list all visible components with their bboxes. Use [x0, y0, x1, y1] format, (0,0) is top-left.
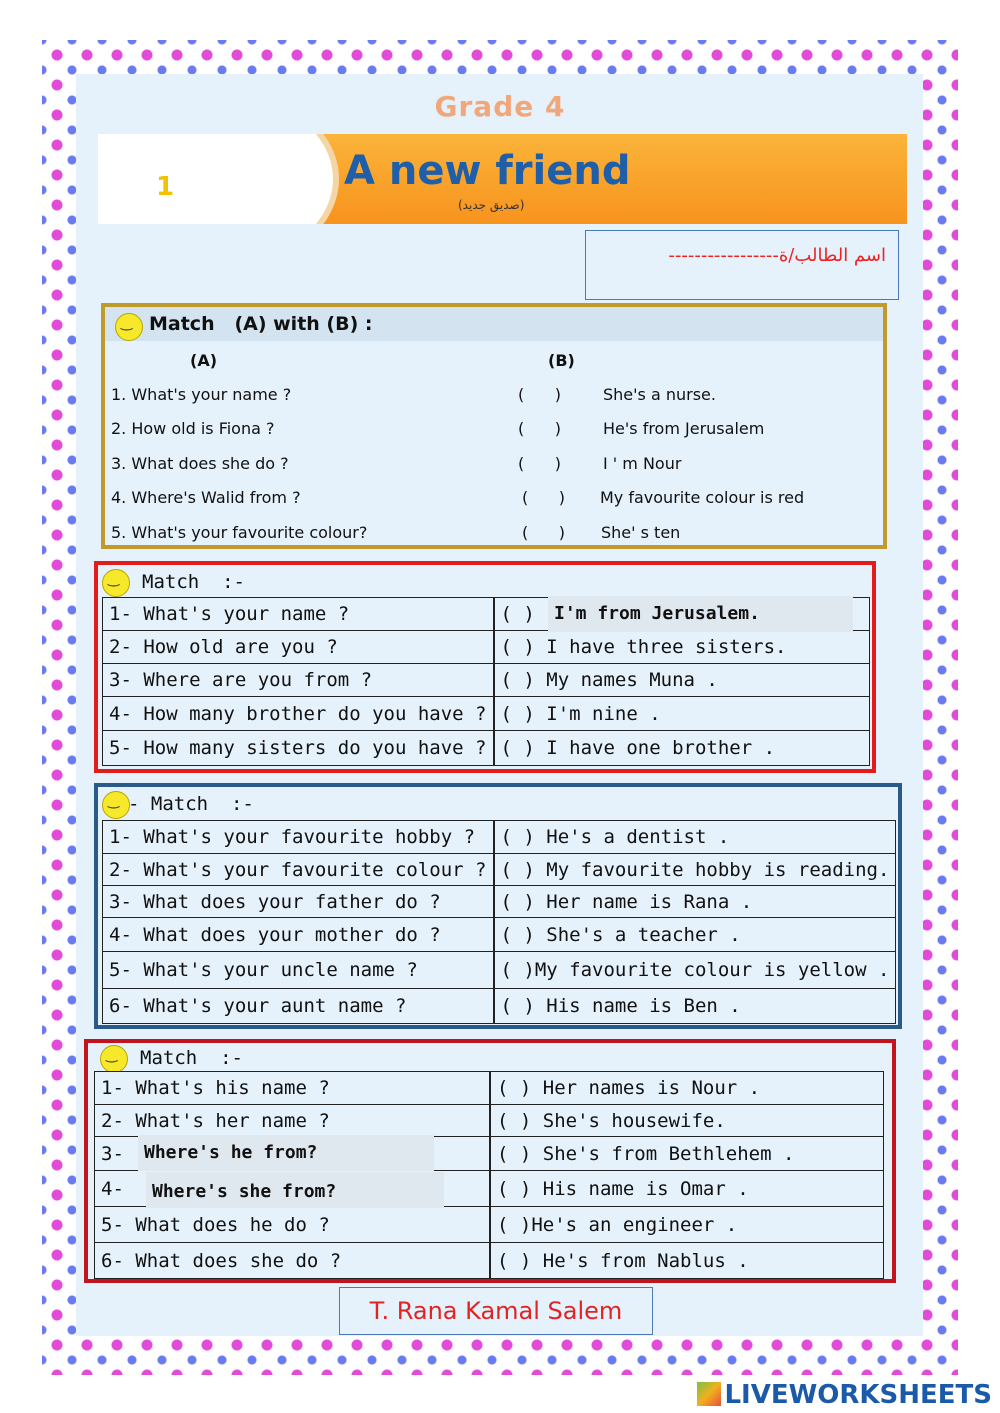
answer-3: I ' m Nour: [603, 454, 682, 473]
section-2-title: Match :-: [142, 571, 245, 593]
answer-cell[interactable]: ( ) I have one brother .: [494, 731, 870, 766]
section-1: [101, 303, 887, 549]
question-cell: 2- What's her name ?: [95, 1105, 491, 1137]
answer-cell[interactable]: ( ) I'm nine .: [494, 697, 870, 731]
question-1: 1. What's your name ?: [111, 385, 292, 404]
column-a-header: (A): [190, 351, 218, 370]
answer-blank[interactable]: ( ): [518, 419, 561, 438]
question-cell: 2- How old are you ?: [103, 631, 494, 664]
question-cell: 5- What does he do ?: [95, 1207, 491, 1243]
question-overlay-4[interactable]: Where's she from?: [146, 1172, 444, 1208]
table-row: [103, 631, 870, 664]
table-row: [103, 664, 870, 697]
answer-blank[interactable]: ( ): [518, 454, 561, 473]
table-row: [103, 952, 896, 989]
question-cell: 5- How many sisters do you have ?: [103, 731, 494, 766]
teacher-signature: T. Rana Kamal Salem: [339, 1287, 653, 1335]
table-row: [103, 697, 870, 731]
answer-cell[interactable]: ( ): [494, 598, 870, 631]
question-cell: 3- What does your father do ?: [103, 886, 494, 918]
answer-5: She' s ten: [601, 523, 681, 542]
answer-cell[interactable]: ( ) She's a teacher .: [494, 918, 896, 952]
unit-title: A new friend: [344, 148, 631, 194]
answer-cell[interactable]: ( ) I have three sisters.: [494, 631, 870, 664]
answer-cell[interactable]: ( ) She's from Bethlehem .: [490, 1137, 884, 1171]
question-3: 3. What does she do ?: [111, 454, 289, 473]
question-4: 4. Where's Walid from ?: [111, 488, 301, 507]
question-cell: 5- What's your uncle name ?: [103, 952, 494, 989]
logo-text: LIVEWORKSHEETS: [724, 1380, 992, 1410]
section-4: [84, 1039, 896, 1283]
question-5: 5. What's your favourite colour?: [111, 523, 368, 542]
section-3-title: - Match :-: [128, 793, 254, 815]
section-1-title: Match (A) with (B) :: [149, 313, 373, 335]
question-overlay-3[interactable]: Where's he from?: [138, 1135, 434, 1171]
answer-cell[interactable]: ( ) He's from Nablus .: [490, 1243, 884, 1279]
answer-cell[interactable]: ( )He's an engineer .: [490, 1207, 884, 1243]
title-banner: [98, 134, 907, 224]
smiley-icon: [102, 569, 130, 597]
answer-cell[interactable]: ( ) Her name is Rana .: [494, 886, 896, 918]
table-row: [95, 1243, 884, 1279]
answer-cell[interactable]: ( ) His name is Ben .: [494, 989, 896, 1024]
smiley-icon: [102, 791, 130, 819]
question-cell: 4- How many brother do you have ?: [103, 697, 494, 731]
smiley-icon: [100, 1045, 128, 1073]
banner-circle: [98, 134, 333, 224]
section-4-title: Match :-: [140, 1047, 243, 1069]
section-3-table: [102, 820, 896, 1024]
table-row: [103, 821, 896, 854]
question-2: 2. How old is Fiona ?: [111, 419, 275, 438]
answer-4: My favourite colour is red: [600, 488, 805, 507]
question-cell: 6- What's your aunt name ?: [103, 989, 494, 1024]
question-cell: 4-: [95, 1171, 491, 1207]
table-row: [103, 989, 896, 1024]
answer-cell[interactable]: ( ) Her names is Nour .: [490, 1072, 884, 1105]
student-name-label: اسم الطالب/ة-----------------: [668, 245, 886, 266]
question-cell: 1- What's his name ?: [95, 1072, 491, 1105]
answer-cell[interactable]: ( ) He's a dentist .: [494, 821, 896, 854]
table-row: [103, 918, 896, 952]
answer-cell[interactable]: ( )My favourite colour is yellow .: [494, 952, 896, 989]
answer-2: He's from Jerusalem: [603, 419, 765, 438]
unit-subtitle: (صديق جديد): [458, 198, 525, 212]
answer-blank[interactable]: ( ): [522, 523, 565, 542]
question-cell: 3-: [95, 1137, 491, 1171]
table-row: [95, 1207, 884, 1243]
answer-blank[interactable]: ( ): [518, 385, 561, 404]
table-row: [103, 886, 896, 918]
question-cell: 3- Where are you from ?: [103, 664, 494, 697]
unit-number: 1: [156, 172, 175, 202]
question-cell: 4- What does your mother do ?: [103, 918, 494, 952]
table-row: [103, 854, 896, 886]
answer-blank[interactable]: ( ): [522, 488, 565, 507]
logo-icon: [697, 1382, 721, 1406]
section-3: [94, 783, 902, 1029]
question-cell: 1- What's your favourite hobby ?: [103, 821, 494, 854]
question-cell: 1- What's your name ?: [103, 598, 494, 631]
table-row: [95, 1072, 884, 1105]
question-cell: 6- What does she do ?: [95, 1243, 491, 1279]
section-2: [94, 561, 876, 773]
table-row: [95, 1105, 884, 1137]
answer-1: She's a nurse.: [603, 385, 716, 404]
answer-cell[interactable]: ( ) My names Muna .: [494, 664, 870, 697]
answer-cell[interactable]: ( ) My favourite hobby is reading.: [494, 854, 896, 886]
column-b-header: (B): [548, 351, 575, 370]
answer-overlay[interactable]: I'm from Jerusalem.: [548, 596, 853, 632]
liveworksheets-logo: [697, 1380, 992, 1410]
table-row: [103, 731, 870, 766]
answer-cell[interactable]: ( ) She's housewife.: [490, 1105, 884, 1137]
answer-cell[interactable]: ( ) His name is Omar .: [490, 1171, 884, 1207]
question-cell: 2- What's your favourite colour ?: [103, 854, 494, 886]
grade-label: Grade 4: [434, 90, 566, 123]
student-name-box[interactable]: [585, 230, 899, 300]
smiley-icon: [115, 313, 143, 341]
